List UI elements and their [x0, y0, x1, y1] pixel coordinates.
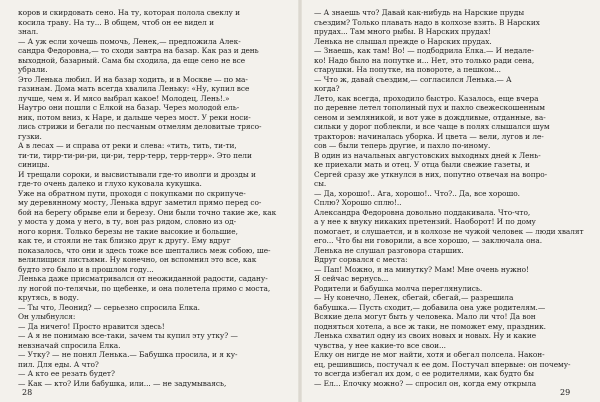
- text-line: Наутро они пошли с Елкой на базар. Через молодой ель-: [18, 103, 240, 112]
- text-line: ке приехали мать и отец. У отца были свежие газеты, и: [314, 160, 530, 169]
- text-line: когда?: [314, 84, 340, 93]
- text-line: ник, потом вниз, к Наре, и дальше через мост. У реки носи-: [18, 112, 251, 122]
- text-line: сеном и земляникой, и вот уже в дождливые, отданные, ва-: [314, 112, 546, 122]
- left-page: [18, 8, 288, 388]
- text-line: тракторов: начиналась уборка. И цвета — вели, лугов и ле-: [314, 131, 544, 141]
- text-line: а у нее к внуку никаких претензий. Наоборот! И по дому: [314, 217, 536, 226]
- text-line: бабушка.— Пусть сходит,— добавила она уже родителям.—: [314, 302, 546, 312]
- text-line: сандра Федоровна,— то сходи завтра на базар. Как раз и день: [18, 46, 259, 55]
- text-line: по деревне летел тополиный пух и пахло свежескошенным: [314, 103, 545, 112]
- text-line: сы.: [314, 179, 327, 188]
- text-line: ец, решившись, постучал к ее дом. Постучал впервые: он почему-: [314, 359, 571, 369]
- text-line: Вдруг сорвался с места:: [314, 255, 408, 264]
- text-line: коров и скирдовать сено. На ту, которая полола свеклу и: [18, 8, 240, 17]
- text-line: где-то очень далеко и глухо куковала кукушка.: [18, 179, 202, 188]
- text-line: — Утку? — не понял Ленька.— Бабушка просила, и я ку-: [18, 350, 238, 359]
- text-line: выходной, базарный. Сама бы сходила, да еще сено не все: [18, 55, 246, 65]
- text-line: И трещали сороки, и высвистывали где-то иволги и дрозды и: [18, 169, 256, 179]
- text-line: — А кто ее резать будет?: [18, 369, 115, 378]
- text-line: съездим? Только плавать надо в колхозе взять. В Нарских: [314, 17, 540, 27]
- text-line: убрали.: [18, 65, 48, 74]
- text-line: будто это было и в прошлом году...: [18, 264, 154, 274]
- text-line: — Пап! Можно, я на минутку? Мам! Мне очень нужно!: [314, 264, 529, 274]
- text-line: пил. Для еды. А что?: [18, 359, 99, 369]
- text-line: его... Что бы ни говорили, а все хорошо, — заключала она.: [314, 236, 543, 245]
- text-line: Сергей сразу же уткнулся в них, попутно отвечая на вопро-: [314, 169, 548, 179]
- text-line: знал.: [18, 27, 39, 36]
- text-line: — Как — кто? Или бабушка, или... — не задумываясь,: [18, 378, 227, 388]
- text-line: Александра Федоровна довольно поддакивала. Что-что,: [314, 207, 531, 217]
- text-line: ко! Надо было на попутке и... Нет, это только ради сена,: [314, 55, 535, 65]
- text-line: — А знаешь что? Давай как-нибудь на Нарские пруды: [314, 8, 525, 17]
- text-line: косила траву. На ту... В общем, чтоб он ее видел и: [18, 17, 214, 27]
- text-line: Он улыбнулся:: [18, 312, 76, 321]
- text-line: ти-ти, тирр-ти-ри-ри, ци-ри, терр-терр, терр-терр». Это пели: [18, 150, 252, 160]
- text-line: Всякие дела могут быть у человека. Мало ли что! Да вон: [314, 312, 536, 321]
- text-line: сильки у дорог поблекли, и все чаще в полях слышался шум: [314, 122, 550, 131]
- text-line: то всегда избегал их дом, с ее родителями, как будто бы: [314, 369, 534, 378]
- text-line: показалось, что они и здесь тоже все шептались меж собою, ше-: [18, 245, 271, 255]
- text-line: велилищися листьями. Ну конечно, он вспомнил это все, как: [18, 255, 257, 264]
- text-line: Родители и бабушка молча переглянулись.: [314, 283, 483, 293]
- text-line: сов — были теперь другие, и пахло по-иному.: [314, 141, 491, 150]
- text-line: бой на берегу обрыве ели и березу. Они были точно такие же, как: [18, 207, 277, 217]
- text-line: Лето, как всегда, проходило быстро. Казалось, еще вчера: [314, 93, 539, 103]
- text-line: подняться хотела, а все ж таки, не поможет ему, праздник.: [314, 321, 546, 331]
- text-line: — А я не понимаю все-таки, зачем ты купил эту утку? —: [18, 331, 238, 340]
- text-line: у моста у дома у него, в ту, вон раз рядом, словно из од-: [18, 217, 237, 226]
- text-line: — Знаешь, как там! Во! — подбодрила Елка.— И недале-: [314, 46, 534, 55]
- text-line: В один из начальных августовских выходных дней к Лень-: [314, 150, 541, 160]
- page-number-left: 28: [22, 388, 33, 397]
- text-line: Сплю? Хорошо сплю!..: [314, 198, 402, 207]
- text-line: как те, и стояли не так близко друг к другу. Ему вдруг: [18, 236, 231, 245]
- text-line: Уже на обратном пути, проходя с покупками по скрипуче-: [18, 188, 246, 198]
- text-line: Ленька схватил одну из своих новых и новых. Ну и какие: [314, 331, 537, 340]
- text-line: гузки.: [18, 131, 42, 141]
- text-line: крутясь, в воду.: [18, 293, 79, 302]
- text-line: — А уж если хочешь помочь, Ленек,— предложила Алек-: [18, 36, 241, 46]
- text-line: — Ну конечно, Ленек, сбегай, сбегай,— разрешила: [314, 293, 514, 302]
- text-line: Это Ленька любил. И на базар ходить, и в Москве — по ма-: [18, 74, 248, 84]
- text-line: А в лесах — и справа от реки и слева: «тить, тить, ти-ти,: [18, 141, 237, 150]
- text-line: — Ел... Елочку можно? — спросил он, когда ему открыла: [314, 378, 537, 388]
- text-line: Ленька даже присматривался от неожиданной радости, садану-: [18, 274, 268, 283]
- text-line: Ленька не слушал разговора старших.: [314, 245, 464, 255]
- page-number-right: 29: [560, 388, 571, 397]
- text-line: невзначай спросила Елка.: [18, 340, 121, 350]
- text-line: лу ногой по-телячьи, по щебенке, и она полетела прямо с моста,: [18, 283, 271, 293]
- text-line: чувства, у нее какие-то все свои...: [314, 340, 446, 350]
- text-line: старушки. На попутке, на повороте, а пешком...: [314, 65, 501, 74]
- text-line: помогает, и слушается, и в колхозе не чужой человек — люди хвалят: [314, 226, 584, 236]
- right-page: [314, 8, 584, 388]
- text-line: Ленька не слышал прежде о Нарских прудах.: [314, 36, 492, 46]
- text-line: прудах... Там много рыбы. В Нарских прудах!: [314, 27, 491, 36]
- book-gutter: [298, 0, 302, 402]
- text-line: лись стрижи и бегали по песчаным отмелям деловитые трясо-: [18, 122, 262, 131]
- text-line: — Ты что, Леонид? — серьезно спросила Елка.: [18, 302, 200, 312]
- text-line: — Да ничего! Просто нравится здесь!: [18, 321, 165, 331]
- text-line: — Да, хорошо!.. Ага, хорошо!.. Что?.. Да, все хорошо.: [314, 188, 520, 198]
- text-line: му деревянному мосту, Ленька вдруг заметил прямо перед со-: [18, 198, 262, 207]
- text-line: — Что ж, давай съездим,— согласился Ленька.— А: [314, 74, 512, 84]
- text-line: ного корня. Только березы не такие высокие и большие,: [18, 226, 238, 236]
- text-line: Елку он нигде не мог найти, хотя и обегал полсела. Након-: [314, 350, 545, 359]
- text-line: синицы.: [18, 160, 50, 169]
- text-line: газинам. Дома мать всегда хвалила Леньку: «Ну, купил все: [18, 84, 250, 93]
- text-line: лучше, чем я. И мясо выбрал какое! Молодец, Лень!.»: [18, 93, 230, 103]
- text-line: Я сейчас вернусь...: [314, 274, 389, 283]
